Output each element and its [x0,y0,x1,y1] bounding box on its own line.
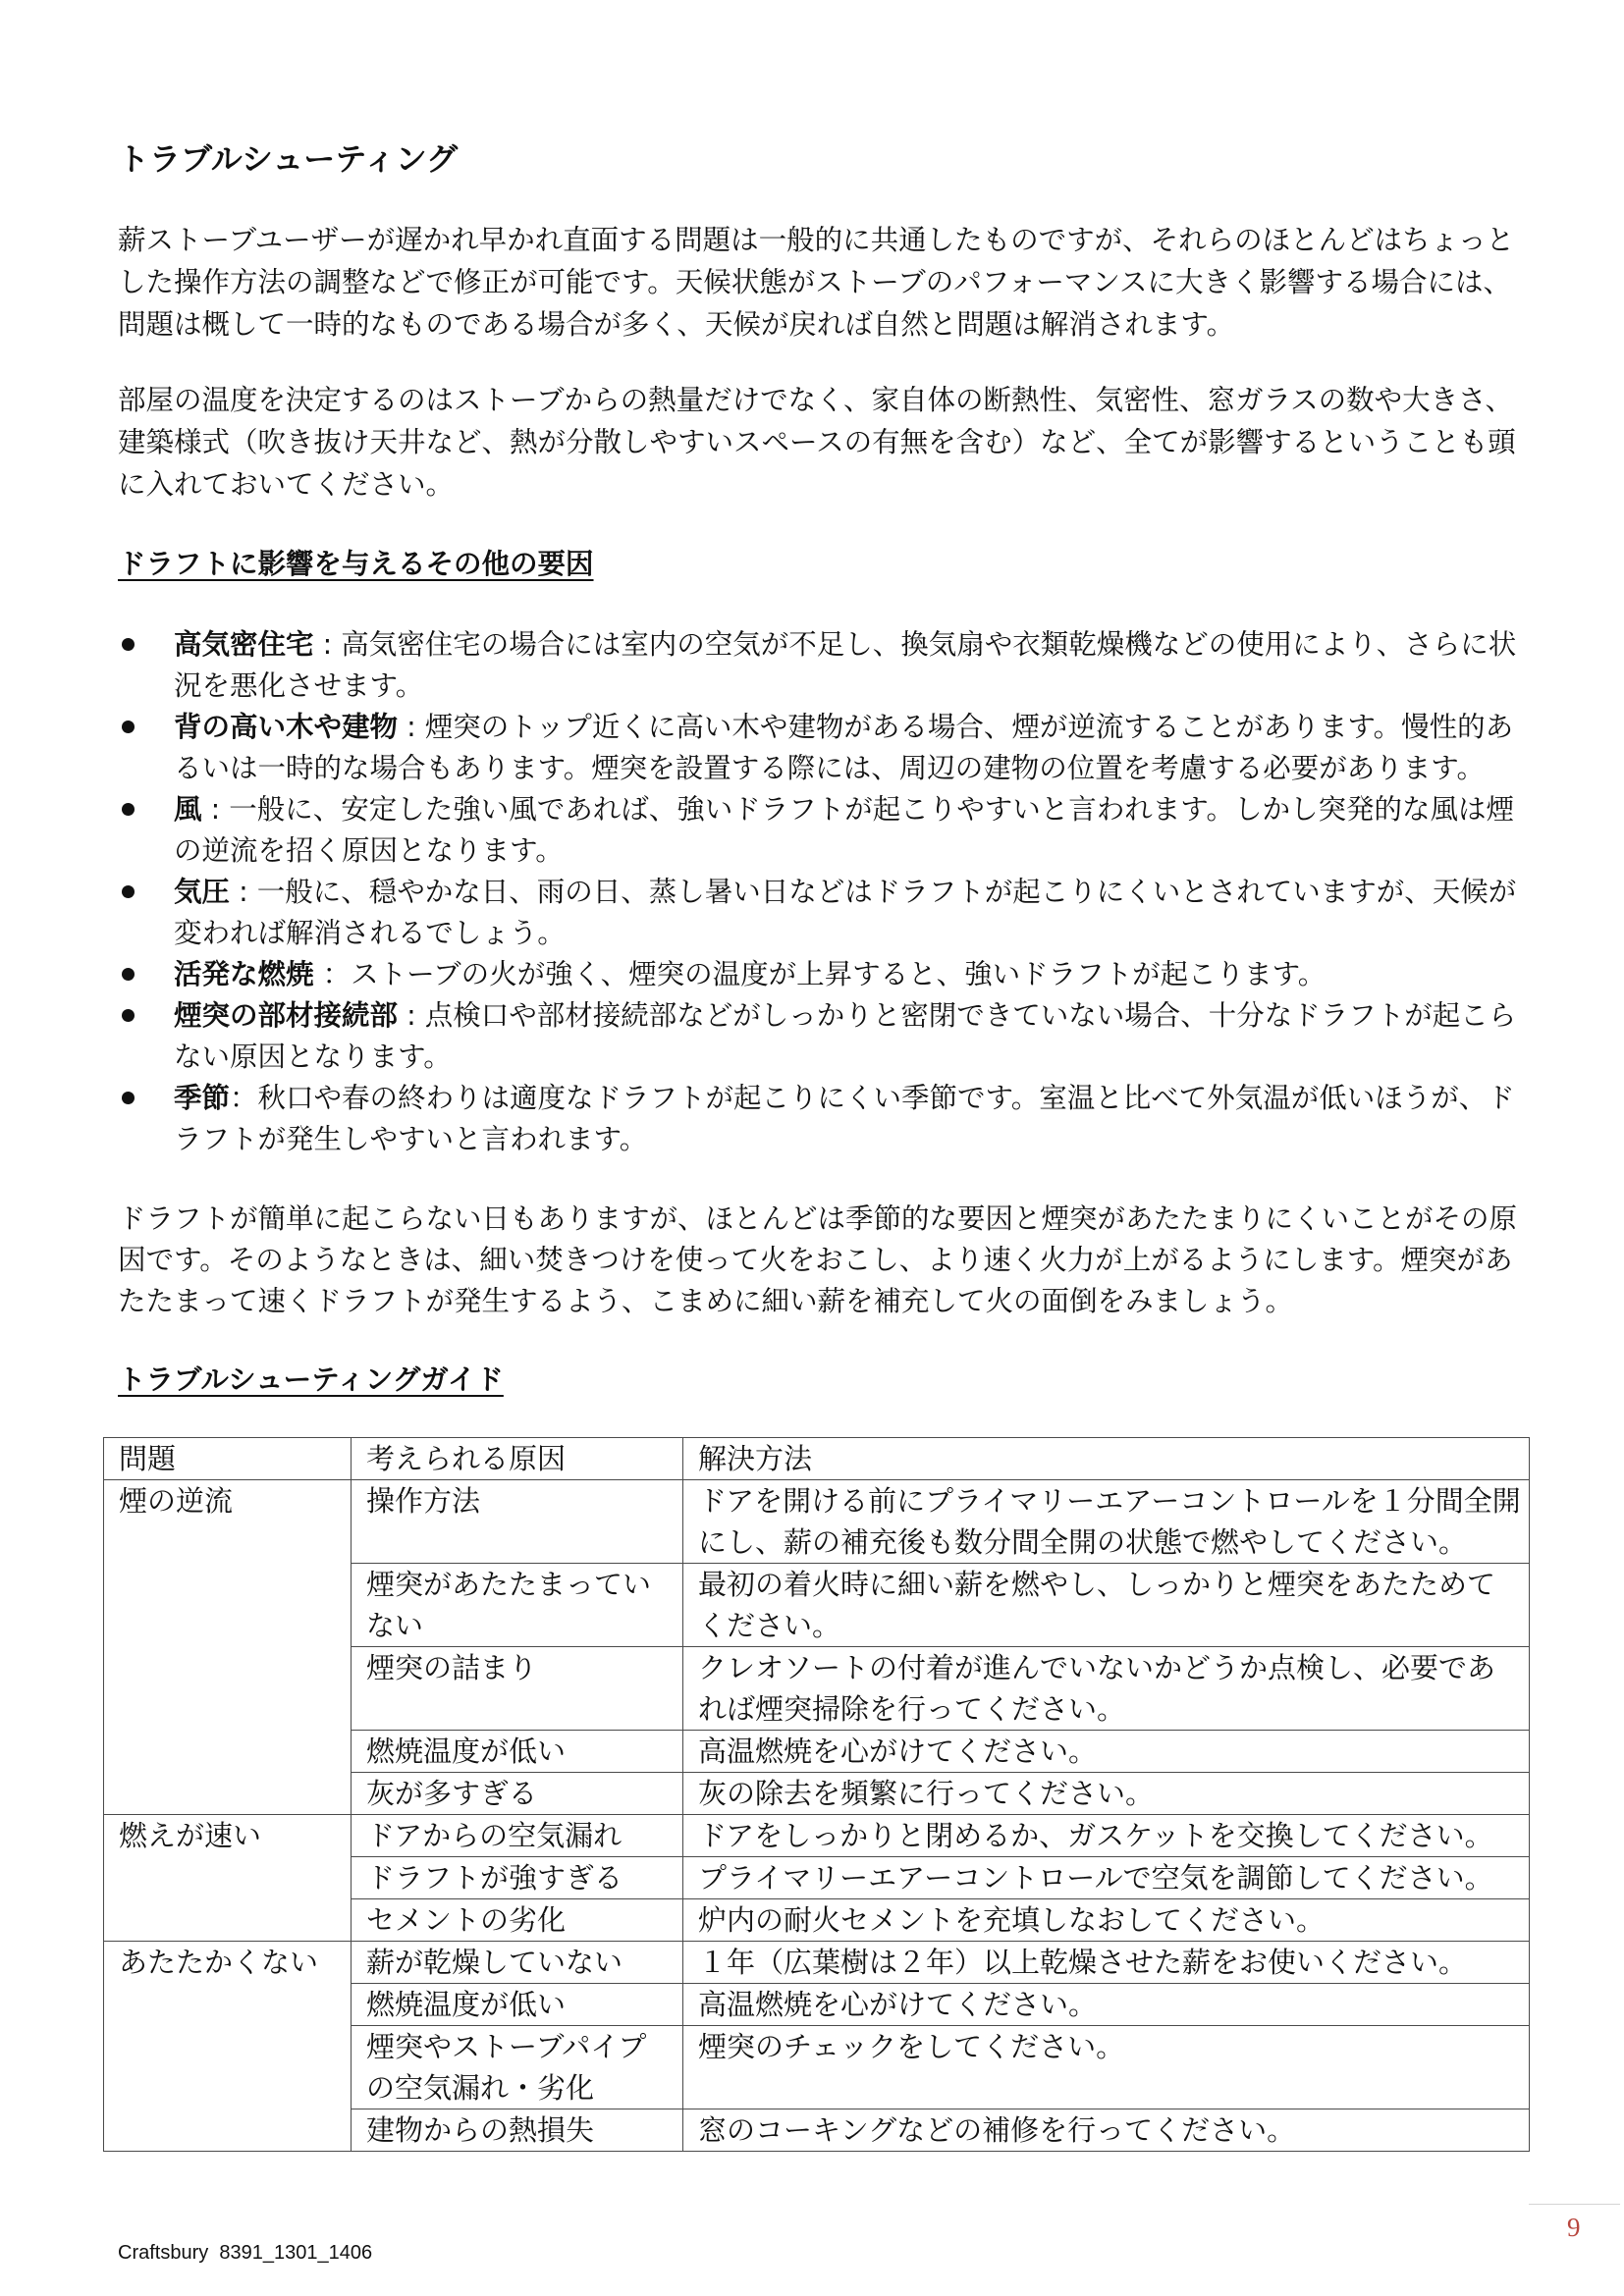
list-item [118,872,1517,954]
cause-cell: ドアからの空気漏れ [352,1815,683,1857]
list-item [118,707,1517,789]
column-header-problem: 問題 [104,1438,352,1480]
list-item-label: 風 [174,793,202,826]
list-item-text: ：ストーブの火が強く、煙突の温度が上昇すると、強いドラフトが起こります。 [313,958,1326,990]
bullet-dot [122,803,135,816]
bullet-dot [122,885,135,898]
draft-factors-list [118,624,1517,1160]
solution-cell: ドアを開ける前にプライマリーエアーコントロールを１分間全開にし、薪の補充後も数分間全開の状態で燃やしてください。 [683,1480,1530,1564]
page-title: トラブルシューティング [118,140,459,178]
intro-paragraph: 薪ストーブユーザーが遅かれ早かれ直面する問題は一般的に共通したものですが、それらのほとんどはちょっとした操作方法の調整などで修正が可能です。天候状態がストーブのパフォーマンスに大きく影響する場合には、問題は概して一時的なものである場合が多く、天候が戻れば自然と問題は解消されます。 [118,224,1515,341]
list-item [118,995,1517,1078]
list-item-text: : 煙突のトップ近くに高い木や建物がある場合、煙が逆流することがあります。慢性的あるいは一時的な場合もあります。煙突を設置する際には、周辺の建物の位置を考慮する必要があります。 [174,711,1514,784]
bullet-dot [122,638,135,651]
problem-cell: 燃えが速い [104,1815,352,1942]
list-item-label: 活発な燃焼 [174,958,314,990]
problem-cell: 煙の逆流 [104,1480,352,1815]
column-header-cause: 考えられる原因 [352,1438,683,1480]
table-row [104,1942,1530,1984]
cause-cell: 操作方法 [352,1480,683,1564]
cause-cell: 煙突の詰まり [352,1647,683,1731]
footer-document-id: Craftsbury 8391_1301_1406 [118,2242,373,2264]
intro-paragraph: 部屋の温度を決定するのはストーブからの熱量だけでなく、家自体の断熱性、気密性、窓ガラスの数や大きさ、建築様式（吹き抜け天井など、熱が分散しやすいスペースの有無を含む）など、全てが影響するということも頭に入れておいてください。 [118,384,1516,501]
table-header-row [104,1438,1530,1480]
table-row [104,1480,1530,1564]
solution-cell: 灰の除去を頻繁に行ってください。 [683,1773,1530,1815]
list-item-text: : 高気密住宅の場合には室内の空気が不足し、換気扇や衣類乾燥機などの使用により、さらに状況を悪化させます。 [174,628,1517,702]
list-item-label: 煙突の部材接続部 [174,999,399,1032]
list-item-text: : 点検口や部材接続部などがしっかりと密閉できていない場合、十分なドラフトが起こらない原因となります。 [174,999,1517,1073]
bullet-dot [122,721,135,733]
list-item-label: 季節 [174,1082,231,1114]
list-item-label: 高気密住宅 [174,628,314,661]
cause-cell: 燃焼温度が低い [352,1984,683,2026]
cause-cell: 煙突やストーブパイプの空気漏れ・劣化 [352,2026,683,2109]
section-heading-troubleshooting-guide: トラブルシューティングガイド [118,1363,504,1396]
cause-cell: 煙突があたたまっていない [352,1564,683,1647]
list-item [118,954,1517,995]
table-row [104,1815,1530,1857]
list-item [118,1078,1517,1160]
list-item-text: : 一般に、安定した強い風であれば、強いドラフトが起こりやすいと言われます。しかし突発的な風は煙の逆流を招く原因となります。 [174,793,1514,867]
solution-cell: 高温燃焼を心がけてください。 [683,1731,1530,1773]
solution-cell: プライマリーエアーコントロールで空気を調節してください。 [683,1857,1530,1899]
closing-paragraph: ドラフトが簡単に起こらない日もありますが、ほとんどは季節的な要因と煙突があたたまりにくいことがその原因です。そのようなときは、細い焚きつけを使って火をおこし、より速く火力が上がるようにします。煙突があたたまって速くドラフトが発生するよう、こまめに細い薪を補充して火の面倒をみましょう。 [118,1202,1518,1317]
cause-cell: セメントの劣化 [352,1899,683,1942]
cause-cell: ドラフトが強すぎる [352,1857,683,1899]
list-item-label: 背の高い木や建物 [174,711,399,743]
solution-cell: クレオソートの付着が進んでいないかどうか点検し、必要であれば煙突掃除を行ってください。 [683,1647,1530,1731]
bullet-dot [122,968,135,981]
solution-cell: 煙突のチェックをしてください。 [683,2026,1530,2109]
solution-cell: 炉内の耐火セメントを充填しなおしてください。 [683,1899,1530,1942]
column-header-solution: 解決方法 [683,1438,1530,1480]
cause-cell: 建物からの熱損失 [352,2109,683,2152]
list-item [118,789,1517,872]
cause-cell: 薪が乾燥していない [352,1942,683,1984]
bullet-dot [122,1092,135,1104]
section-heading-draft-factors: ドラフトに影響を与えるその他の要因 [118,548,594,580]
solution-cell: 高温燃焼を心がけてください。 [683,1984,1530,2026]
bullet-dot [122,1009,135,1022]
solution-cell: 最初の着火時に細い薪を燃やし、しっかりと煙突をあたためてください。 [683,1564,1530,1647]
page-number: 9 [1567,2213,1581,2242]
solution-cell: ドアをしっかりと閉めるか、ガスケットを交換してください。 [683,1815,1530,1857]
cause-cell: 灰が多すぎる [352,1773,683,1815]
troubleshooting-table [103,1437,1530,2152]
list-item-text: : 一般に、穏やかな日、雨の日、蒸し暑い日などはドラフトが起こりにくいとされていますが、天候が変われば解消されるでしょう。 [174,876,1517,949]
list-item [118,624,1517,707]
page-number-rule [1529,2204,1620,2205]
list-item-label: 気圧 [174,876,231,908]
solution-cell: １年（広葉樹は２年）以上乾燥させた薪をお使いください。 [683,1942,1530,1984]
problem-cell: あたたかくない [104,1942,352,2152]
cause-cell: 燃焼温度が低い [352,1731,683,1773]
list-item-text: ：秋口や春の終わりは適度なドラフトが起こりにくい季節です。室温と比べて外気温が低いほうが、ドラフトが発生しやすいと言われます。 [174,1082,1515,1155]
solution-cell: 窓のコーキングなどの補修を行ってください。 [683,2109,1530,2152]
